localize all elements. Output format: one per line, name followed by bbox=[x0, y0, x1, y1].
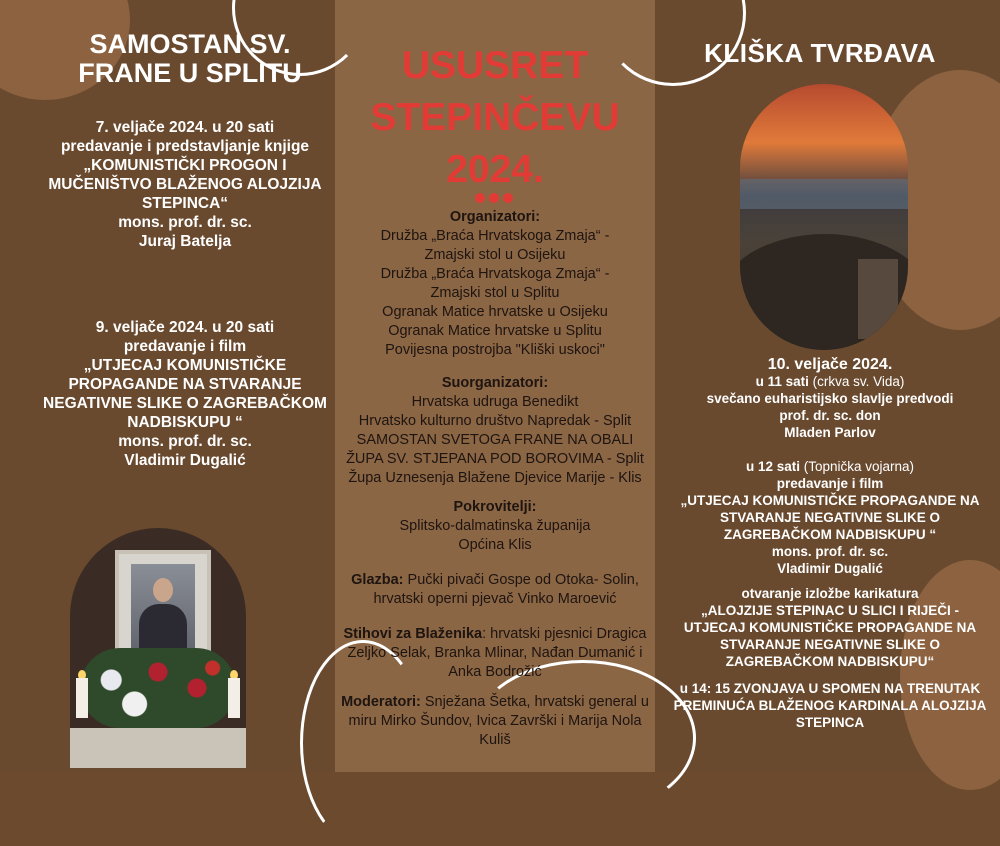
event-2-date: 9. veljače 2024. u 20 sati bbox=[95, 319, 275, 336]
coorganizers-heading: Suorganizatori: bbox=[441, 375, 549, 391]
right-event-2 bbox=[670, 458, 990, 577]
portrait-face bbox=[153, 578, 173, 602]
organizer-item: Ogranak Matice hrvatske u Splitu bbox=[388, 323, 602, 339]
candle bbox=[228, 678, 240, 718]
coorganizer-item: Hrvatsko kulturno društvo Napredak - Split bbox=[358, 413, 632, 429]
organizer-item: Zmajski stol u Splitu bbox=[430, 285, 560, 301]
right-event-1-text: svečano euharistijsko slavlje predvodi bbox=[706, 391, 954, 406]
event-1-type: predavanje i predstavljanje knjige bbox=[60, 138, 310, 155]
event-2-type: predavanje i film bbox=[123, 338, 247, 355]
main-title-line-3: 2024. bbox=[446, 148, 544, 191]
stepinac-altar-photo bbox=[70, 528, 246, 768]
right-event-4-text: u 14: 15 ZVONJAVA U SPOMEN NA TRENUTAK PREMINUĆA BLAŽENOG KARDINALA ALOJZIJA STEPINCA bbox=[673, 681, 987, 730]
right-event-3-name: „ALOJZIJE STEPINAC U SLICI I RIJEČI - UTJECAJ KOMUNISTIČKE PROPAGANDE NA STVARANJE NEGATIVNE SLIKE O ZAGREBAČKOM NADBISKUPU“ bbox=[683, 603, 977, 669]
right-event-2-time: u 12 sati bbox=[745, 459, 800, 474]
music-heading: Glazba: bbox=[351, 572, 404, 588]
event-2-name: „UTJECAJ KOMUNISTIČKE PROPAGANDE NA STVARANJE NEGATIVNE SLIKE O ZAGREBAČKOM NADBISKUPU “ bbox=[43, 357, 327, 431]
organizer-item: Ogranak Matice hrvatske u Osijeku bbox=[382, 304, 608, 320]
right-event-1-speaker: Mladen Parlov bbox=[784, 425, 876, 440]
patrons-heading: Pokrovitelji: bbox=[453, 499, 537, 515]
title-dots bbox=[454, 193, 534, 203]
right-event-4 bbox=[670, 680, 990, 731]
music-text: Pučki pivači Gospe od Otoka- Solin, hrvatski operni pjevač Vinko Maroević bbox=[373, 572, 639, 607]
coorganizer-item: ŽUPA SV. STJEPANA POD BOROVIMA - Split bbox=[346, 451, 644, 467]
coorganizer-item: Hrvatska udruga Benedikt bbox=[411, 394, 579, 410]
verses-section bbox=[335, 625, 655, 682]
event-2-speaker-title: mons. prof. dr. sc. bbox=[118, 433, 252, 450]
patron-item: Općina Klis bbox=[458, 537, 532, 553]
event-2 bbox=[40, 318, 330, 470]
patron-item: Splitsko-dalmatinska županija bbox=[399, 518, 591, 534]
verses-text: : hrvatski pjesnici Dragica Zeljko Selak, Branka Mlinar, Nađan Dumanić i Anka Bodrožić bbox=[347, 626, 647, 680]
event-1-speaker-title: mons. prof. dr. sc. bbox=[118, 214, 252, 231]
event-1 bbox=[40, 118, 330, 251]
altar-table bbox=[70, 728, 246, 768]
klis-fortress-photo bbox=[740, 84, 908, 350]
right-event-1-place: (crkva sv. Vida) bbox=[808, 374, 905, 389]
organizer-item: Povijesna postrojba "Kliški uskoci" bbox=[385, 342, 605, 358]
coorganizer-item: SAMOSTAN SVETOGA FRANE NA OBALI bbox=[356, 432, 634, 448]
main-title-line-1: USUSRET bbox=[401, 44, 589, 87]
fortress-wall bbox=[858, 259, 898, 339]
dot bbox=[489, 193, 499, 203]
right-event-1-time: u 11 sati bbox=[755, 374, 809, 389]
right-event-1-speaker-title: prof. dr. sc. don bbox=[779, 408, 881, 423]
main-title-line-2: STEPINČEVU bbox=[370, 96, 620, 139]
dot bbox=[503, 193, 513, 203]
main-title bbox=[345, 40, 645, 196]
candle bbox=[76, 678, 88, 718]
left-venue-title: SAMOSTAN SV. FRANE U SPLITU bbox=[78, 29, 302, 88]
moderators-text: Snježana Šetka, hrvatski general u miru Mirko Šundov, Ivica Završki i Marija Nola Kuliš bbox=[348, 694, 649, 748]
flower-arrangement bbox=[80, 648, 236, 728]
right-event-2-speaker: Vladimir Dugalić bbox=[777, 561, 883, 576]
organizer-item: Družba „Braća Hrvatskoga Zmaja“ - bbox=[380, 266, 610, 282]
organizer-item: Družba „Braća Hrvatskoga Zmaja“ - bbox=[380, 228, 610, 244]
organizers-heading: Organizatori: bbox=[449, 209, 541, 225]
right-event-2-place: (Topnička vojarna) bbox=[799, 459, 915, 474]
right-venue-title: KLIŠKA TVRĐAVA bbox=[704, 38, 936, 68]
right-event-3-type: otvaranje izložbe karikatura bbox=[741, 586, 919, 601]
patrons-section bbox=[335, 498, 655, 555]
right-event-2-speaker-title: mons. prof. dr. sc. bbox=[771, 544, 889, 559]
event-1-date: 7. veljače 2024. u 20 sati bbox=[95, 119, 275, 136]
right-event-2-type: predavanje i film bbox=[776, 476, 884, 491]
verses-heading: Stihovi za Blaženika bbox=[343, 626, 483, 642]
moderators-heading: Moderatori: bbox=[341, 694, 421, 710]
coorganizer-item: Župa Uznesenja Blažene Djevice Marije - Klis bbox=[348, 470, 642, 486]
right-event-2-name: „UTJECAJ KOMUNISTIČKE PROPAGANDE NA STVARANJE NEGATIVNE SLIKE O ZAGREBAČKOM NADBISKUPU “ bbox=[680, 493, 980, 542]
organizers-section bbox=[335, 208, 655, 360]
right-event-1 bbox=[670, 356, 990, 441]
event-2-speaker: Vladimir Dugalić bbox=[124, 452, 246, 469]
coorganizers-section bbox=[335, 374, 655, 488]
sea bbox=[740, 179, 908, 209]
right-event-3 bbox=[670, 585, 990, 670]
dot bbox=[475, 193, 485, 203]
moderators-section bbox=[335, 693, 655, 750]
organizer-item: Zmajski stol u Osijeku bbox=[424, 247, 566, 263]
music-section bbox=[335, 571, 655, 609]
right-date: 10. veljače 2024. bbox=[767, 356, 893, 373]
event-1-name: „KOMUNISTIČKI PROGON I MUČENIŠTVO BLAŽENOG ALOJZIJA STEPINCA“ bbox=[48, 157, 322, 212]
event-1-speaker: Juraj Batelja bbox=[138, 233, 232, 250]
